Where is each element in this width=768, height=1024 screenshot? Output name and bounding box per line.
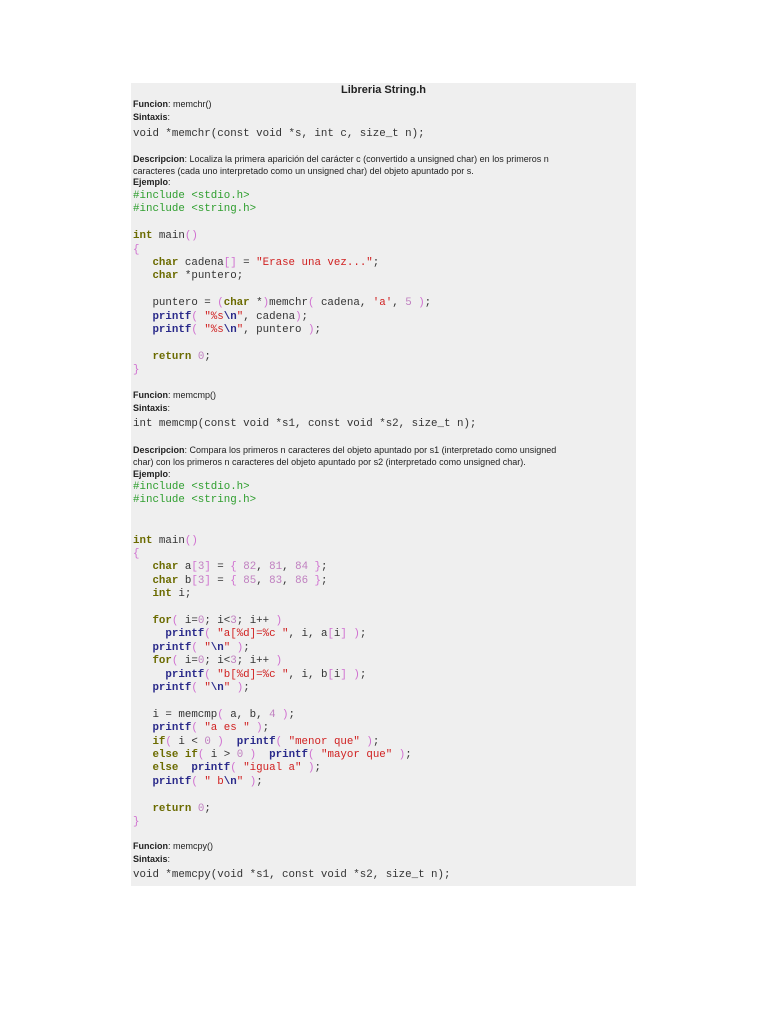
code-token: ; [321,574,328,587]
code-token: puntero = [133,297,218,310]
code-token: , i, b [288,668,328,681]
code-token: int [152,588,172,601]
code-token: \n [223,310,237,323]
code-token: ( [191,310,198,323]
code-token: 0 [197,350,205,363]
code-token: } [133,816,140,828]
code-token [133,628,165,640]
code-token: char [223,297,250,310]
descripcion-label: Descripcion [133,445,185,455]
code-token: for [152,615,172,627]
code-token: \n [223,324,237,336]
code-token: 83 [269,574,283,587]
sintaxis-line: Sintaxis: [133,403,171,413]
code-token: ] [204,561,211,574]
code-token: memchr [269,297,308,310]
code-token: , [256,574,270,587]
sintaxis-label: Sintaxis [133,854,168,864]
code-token: ) [249,749,257,761]
code-token: "%s [204,324,224,336]
code-token: 3 [197,561,205,574]
code-token: 85 [243,574,257,587]
code-line [133,803,211,816]
code-token: ; [314,762,321,775]
code-token [178,762,191,774]
code-token: ; [372,735,380,748]
code-token: i= [178,655,198,668]
code-token: i [333,628,341,641]
code-token [133,257,152,269]
code-line [133,190,250,203]
code-token: printf [165,668,205,681]
code-token: ( [191,324,198,336]
descripcion-label: Descripcion [133,154,185,164]
document-page [131,83,636,886]
code-token: int [133,230,153,243]
funcion-name: : memcmp() [168,390,216,400]
code-token: for [152,655,172,668]
code-token: ; i< [204,615,231,627]
code-line [133,364,139,377]
code-token [133,803,152,815]
code-token [133,762,152,774]
code-token: , puntero [243,324,309,336]
code-token: " [236,310,244,323]
code-token: return [152,350,192,363]
code-token: ] [340,668,347,681]
code-token: , [256,561,270,574]
code-line [133,561,328,574]
code-token: i; [171,588,192,601]
code-line [133,575,328,588]
code-token: = [236,257,257,269]
code-token: ) [275,655,283,668]
code-line [133,642,250,655]
code-token: * [249,297,263,310]
code-token: i= [178,615,198,627]
code-token: , [392,297,406,310]
code-token [133,736,152,748]
code-token: "%s [204,310,224,323]
code-token: ) [308,324,315,336]
code-line [133,816,139,829]
code-token: i < [171,735,205,748]
code-token: " [204,641,211,654]
code-token: () [184,230,198,243]
code-token: ( [191,775,198,788]
code-token: [ [327,668,334,681]
code-token: " [236,324,244,336]
ejemplo-line: Ejemplo: [133,177,171,187]
code-token: , cadena [243,310,296,323]
code-token: ) [249,775,257,788]
code-token: ; [405,749,412,761]
code-token: , i, a [288,628,328,641]
code-token: "a[%d]=%c " [217,628,289,641]
code-token: \n [223,775,237,788]
code-token: "igual a" [243,762,302,775]
code-token: } [314,574,322,587]
syntax-memchr: void *memchr(const void *s, int c, size_t n); [133,128,425,140]
code-token [133,776,152,788]
code-token: { [133,243,140,256]
code-line [133,776,263,789]
code-token: ; [243,682,250,694]
sintaxis-label: Sintaxis [133,403,168,413]
code-token: " [236,775,244,788]
code-token: ( [197,749,205,761]
code-token: 'a' [372,297,393,310]
code-token [133,669,165,681]
code-token: char [152,574,179,587]
code-token: 84 [295,561,309,574]
code-token: printf [165,628,205,641]
code-token: i [333,668,341,681]
sintaxis-line: Sintaxis: [133,112,171,122]
code-token: ) [398,749,406,761]
code-token: ( [204,668,211,681]
code-token: b [178,574,192,587]
code-line [133,297,431,310]
code-token: ) [353,668,360,681]
code-token: ) [262,297,270,310]
code-token: printf [152,682,192,694]
code-token: *puntero; [178,270,244,283]
code-token: 0 [204,735,211,748]
code-token: char [152,270,179,283]
code-token: " [223,641,231,654]
code-token: char [152,257,179,269]
code-token: ) [256,722,263,735]
code-token: 5 [405,297,412,310]
code-token: printf [152,775,192,788]
code-token: ) [366,735,373,748]
code-token: [ [327,628,334,641]
code-token: i > [204,749,237,761]
code-token: printf [236,735,276,748]
code-token: ) [295,310,302,323]
code-token: i = memcmp [133,708,218,721]
code-token: ; [424,297,432,310]
code-token: printf [191,762,231,775]
code-token: ; [321,561,328,574]
descripcion-text: : Compara los primeros n caracteres del objeto apuntado por s1 (interpretado como unsigned [184,445,557,455]
code-token: cadena [178,257,224,269]
code-token: ; i++ [236,655,276,668]
code-token [133,561,152,573]
code-token: ( [230,762,237,775]
syntax-memcmp: int memcmp(const void *s1, const void *s2, size_t n); [133,418,477,430]
code-token: \n [210,682,224,694]
code-token: ) [418,297,425,310]
code-token: { [133,548,140,560]
code-token: printf [152,641,192,654]
descripcion-text: : Localiza la primera aparición del carácter c (convertido a unsigned char) en los primeros n [184,154,549,164]
code-token: ; [204,802,211,815]
code-token: ; [243,641,250,654]
code-line [133,669,366,682]
code-token: else if [152,749,198,761]
code-line [133,257,379,270]
funcion-memchr-line [133,99,212,110]
code-line [133,749,412,762]
code-token: 82 [243,561,257,574]
code-token: printf [152,310,192,323]
funcion-memcmp-line [133,390,216,401]
code-token [133,682,152,694]
code-token: "b[%d]=%c " [217,668,289,681]
code-token [133,655,152,667]
code-token: ; i++ [236,615,276,627]
code-token: ] [340,628,347,641]
code-token: ; [314,324,321,336]
code-token: ; [256,775,263,788]
code-line [133,481,250,494]
code-token [133,311,152,323]
code-token: 0 [236,749,244,761]
code-token: 0 [197,655,205,668]
descripcion-line [133,154,549,165]
code-token: ) [236,641,244,654]
code-line [133,588,191,601]
page-title: Libreria String.h [341,84,426,96]
code-token: "Erase una vez..." [256,257,373,269]
code-token [224,736,237,748]
code-line [133,203,256,216]
descripcion-text-cont: caracteres (cada uno interpretado como un unsigned char) del objeto apuntado por s. [133,166,474,176]
code-token [133,588,152,600]
code-token: ; [301,310,309,323]
code-token: main [152,230,185,243]
code-token: #include <stdio.h> [133,190,250,202]
code-token: ) [217,735,224,748]
code-token: ; i< [204,655,231,668]
code-token: = [210,561,231,574]
code-token: "a es " [204,722,250,735]
code-token: printf [152,324,192,336]
code-line [133,736,379,749]
code-token: " b [204,775,224,788]
code-token: printf [269,749,309,761]
code-token: ; [204,350,211,363]
code-token: ( [217,297,224,310]
funcion-label: Funcion [133,99,168,109]
code-token: 81 [269,561,283,574]
code-token: [ [191,561,198,574]
code-line [133,230,198,243]
code-token: printf [152,722,192,735]
code-line [133,244,139,257]
code-token: [ [191,574,198,587]
syntax-memcpy: void *memcpy(void *s1, const void *s2, size_t n); [133,869,451,881]
code-token: ) [275,615,283,627]
funcion-name: : memchr() [168,99,212,109]
code-token: } [314,561,322,574]
code-token: , [282,561,296,574]
code-token: ( [171,655,179,668]
code-line [133,709,295,722]
code-token [133,324,152,336]
code-token: \n [210,641,224,654]
code-token: main [152,534,185,547]
code-line [133,324,321,337]
code-line [133,722,269,735]
code-token [133,575,152,587]
code-token: #include <stdio.h> [133,481,250,493]
code-line [133,270,243,283]
code-token: char [152,561,179,574]
descripcion-text-cont: char) con los primeros n caracteres del objeto apuntado por s2 (interpretado como unsigned char). [133,457,526,467]
code-token: cadena, [314,297,373,310]
code-token: ( [165,735,172,748]
code-token: [] [223,257,237,269]
code-token: #include <string.h> [133,494,257,507]
code-token [133,351,152,363]
code-token: else [152,762,179,775]
code-line [133,682,250,695]
code-token: ] [204,574,211,587]
ejemplo-label: Ejemplo [133,177,169,187]
code-token: 3 [197,574,205,587]
code-token: ) [308,762,315,775]
code-token: { [230,574,237,587]
code-token [133,722,152,734]
code-token [256,749,269,761]
code-token: = [210,574,231,587]
code-line [133,548,139,561]
code-token: int [133,534,153,547]
code-token: ( [275,735,283,748]
sintaxis-label: Sintaxis [133,112,168,122]
sintaxis-line: Sintaxis: [133,854,171,864]
code-token: " [204,682,211,694]
code-token: ( [307,297,315,310]
code-token: } [133,364,140,377]
code-token: ( [171,615,179,627]
code-line [133,655,282,668]
code-line [133,628,366,641]
funcion-label: Funcion [133,390,168,400]
code-line [133,615,282,628]
code-token [133,270,152,282]
code-token: a [178,561,192,574]
code-token: ) [353,628,360,641]
code-token: ( [204,628,211,641]
code-token: 3 [230,655,237,668]
code-token: return [152,802,192,815]
code-token: 0 [197,615,205,627]
code-token: { [230,561,237,574]
code-line [133,351,211,364]
code-token: 0 [197,802,205,815]
code-token: ( [191,682,198,694]
code-line [133,311,308,324]
code-token: ) [236,682,244,694]
ejemplo-line: Ejemplo: [133,469,171,479]
code-token: ( [308,749,315,761]
code-token: ; [288,708,296,721]
code-line [133,494,256,507]
funcion-name: : memcpy() [168,841,213,851]
code-line [133,762,321,775]
code-token: 86 [295,574,309,587]
code-token: ; [359,628,367,641]
code-token: #include <string.h> [133,203,257,216]
code-line [133,535,198,548]
code-token: ( [217,708,224,721]
code-token: 4 [269,708,276,721]
code-token: ( [191,722,198,735]
funcion-memcpy-line [133,841,213,852]
funcion-label: Funcion [133,841,168,851]
code-token: ; [372,257,380,269]
code-token [133,749,152,761]
code-token [133,642,152,654]
descripcion-line [133,445,556,456]
code-token: "menor que" [288,735,360,748]
code-token: ( [191,641,198,654]
code-token: () [184,534,198,547]
code-token: ; [359,668,367,681]
ejemplo-label: Ejemplo [133,469,169,479]
code-token: "mayor que" [320,749,393,761]
code-token: ; [262,722,270,735]
code-token: 3 [230,615,237,627]
code-token: , [282,574,296,587]
code-token [133,615,152,627]
code-token: " [223,682,231,694]
code-token: ) [282,708,289,721]
code-token: if [152,735,166,748]
code-token: a, b, [223,708,270,721]
